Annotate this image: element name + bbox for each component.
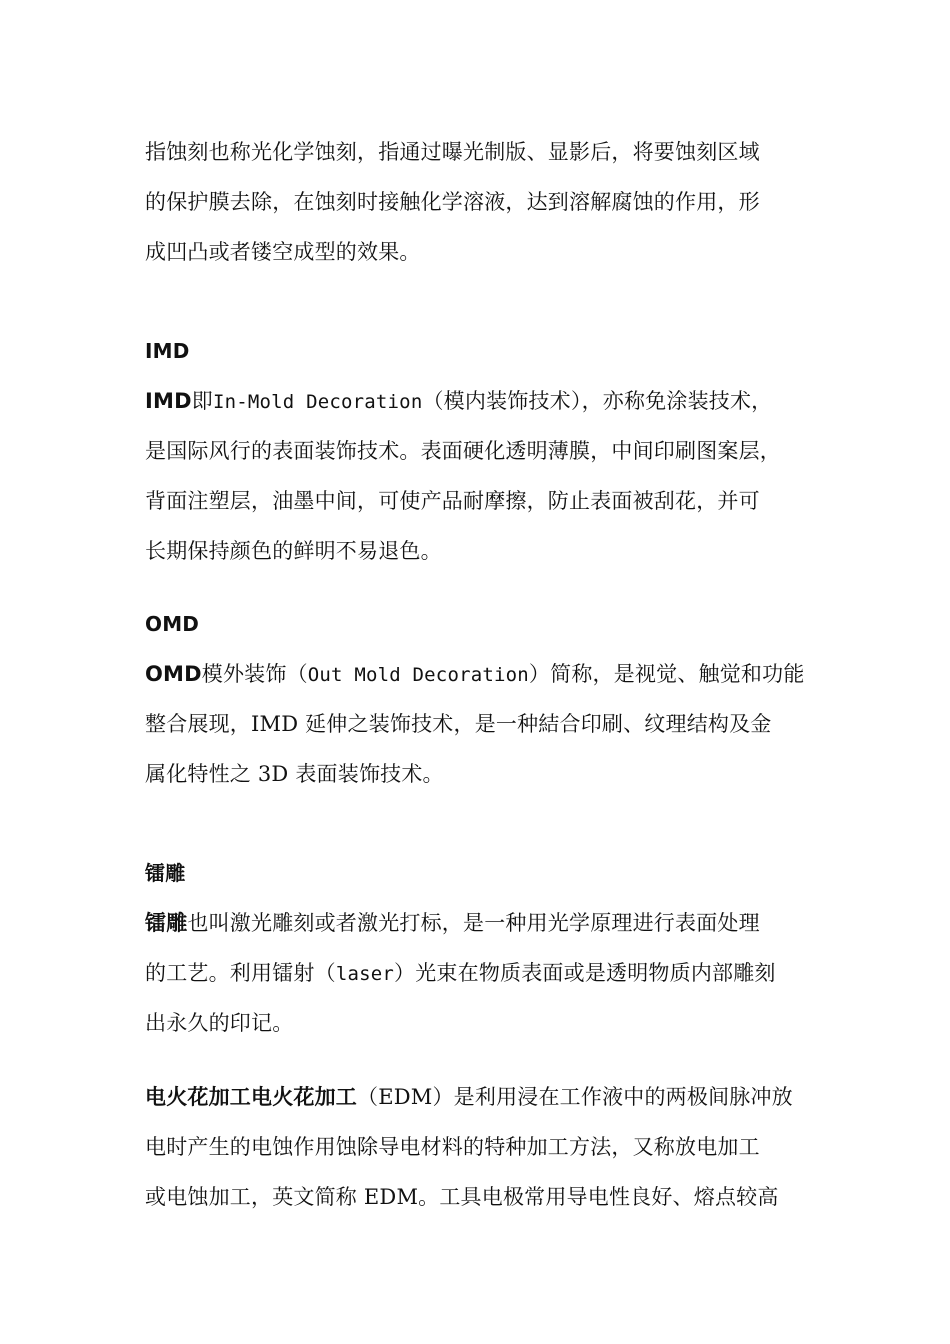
etching-line-2: 的保护膜去除，在蚀刻时接触化学溶液，达到溶解腐蚀的作用，形 (145, 190, 760, 214)
imd-line-1-a: 即 (191, 389, 213, 413)
omd-line-3: 属化特性之 3D 表面装饰技术。 (145, 762, 444, 786)
etching-line-1: 指蚀刻也称光化学蚀刻，指通过曝光制版、显影后，将要蚀刻区域 (145, 140, 760, 164)
laser-line-2-b: ）光束在物质表面或是透明物质内部雕刻 (394, 961, 776, 985)
etching-line-3: 成凹凸或者镂空成型的效果。 (145, 240, 421, 264)
imd-line-2: 是国际风行的表面装饰技术。表面硬化透明薄膜，中间印刷图案层， (145, 439, 781, 463)
laser-line-2-a: 的工艺。利用镭射（ (145, 961, 336, 985)
omd-line-1-a: 模外装饰（ (201, 662, 308, 686)
laser-line-2-latin: laser (335, 963, 395, 985)
edm-term: 电火花加工电火花加工 (145, 1085, 357, 1109)
omd-line-1-b: ）简称，是视觉、触觉和功能 (528, 662, 805, 686)
edm-line-2: 电时产生的电蚀作用蚀除导电材料的特种加工方法，又称放电加工 (145, 1135, 760, 1159)
omd-line-1 (145, 659, 825, 690)
imd-line-4: 长期保持颜色的鲜明不易退色。 (145, 539, 442, 563)
laser-line-2 (145, 958, 825, 989)
omd-line-1-latin: Out Mold Decoration (307, 664, 529, 686)
edm-line-1 (145, 1082, 825, 1112)
omd-line-2: 整合展现，IMD 延伸之装饰技术，是一种結合印刷、纹理结构及金 (145, 712, 772, 736)
imd-line-1-latin: In-Mold Decoration (212, 391, 423, 413)
omd-heading: OMD (145, 612, 200, 636)
imd-line-3: 背面注塑层，油墨中间，可使产品耐摩擦，防止表面被刮花，并可 (145, 489, 760, 513)
edm-line-3: 或电蚀加工，英文简称 EDM。工具电极常用导电性良好、熔点较高 (145, 1185, 779, 1209)
imd-line-1-b: （模内装饰技术），亦称免涂装技术， (422, 389, 773, 413)
laser-line-1 (145, 908, 825, 938)
omd-term: OMD (145, 662, 202, 686)
imd-term: IMD (145, 389, 192, 413)
edm-line-1-text: （EDM）是利用浸在工作液中的两极间脉冲放 (357, 1085, 793, 1109)
laser-line-1-text: 也叫激光雕刻或者激光打标，是一种用光学原理进行表面处理 (187, 911, 760, 935)
laser-line-3: 出永久的印记。 (145, 1011, 294, 1035)
laser-heading: 镭雕 (145, 861, 186, 885)
imd-heading: IMD (145, 339, 190, 363)
laser-term: 镭雕 (145, 911, 188, 935)
imd-line-1 (145, 386, 825, 417)
